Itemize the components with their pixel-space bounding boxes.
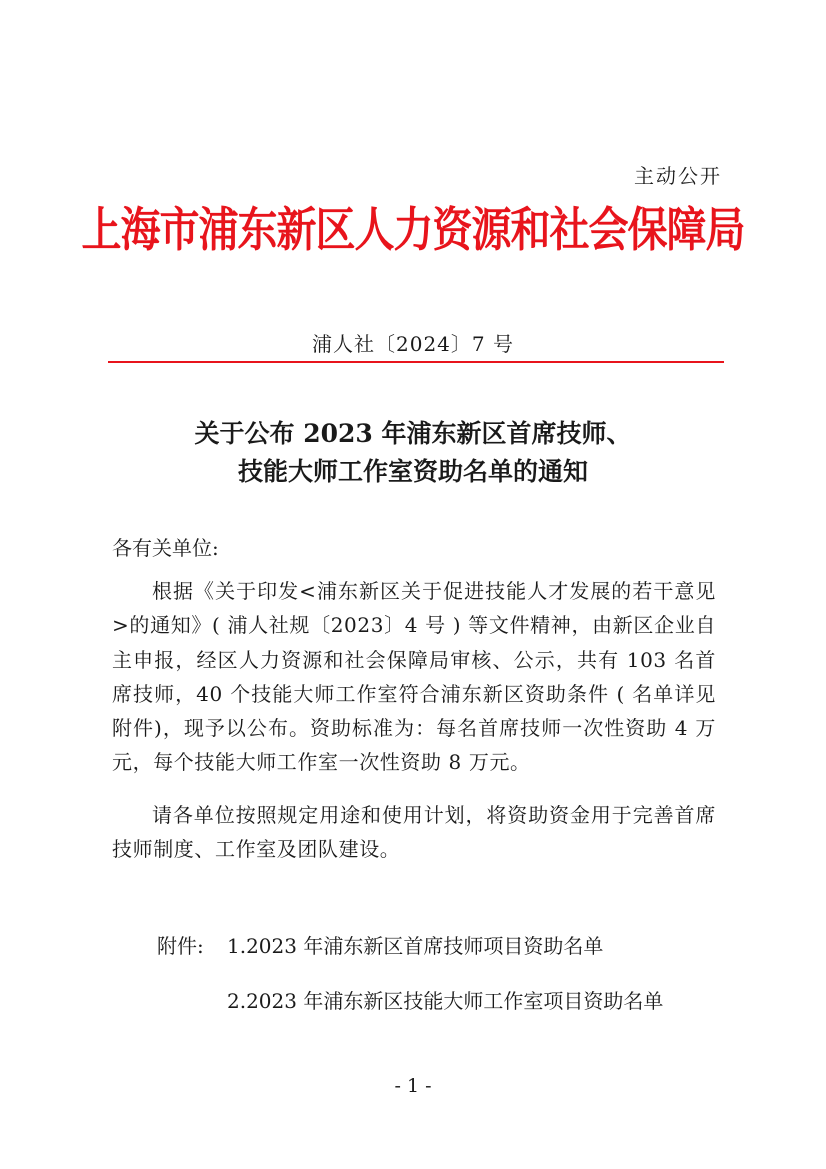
attachments-label: 附件: — [157, 934, 204, 958]
body-paragraph-1: 根据《关于印发<浦东新区关于促进技能人才发展的若干意见>的通知》( 浦人社规〔2023〕4 号 ) 等文件精神，由新区企业自主申报，经区人力资源和社会保障局审核、公示，共有 103 名首席技师，40 个技能大师工作室符合浦东新区资助条件 ( 名单详见附件)，现予以公布。资助标准为：每名首席技师一次性资助 4 万元，每个技能大师工作室一次性资助 8 万元。 — [112, 579, 716, 775]
red-divider — [108, 361, 724, 363]
page-number: - 1 - — [394, 1075, 432, 1097]
addressee: 各有关单位: — [112, 536, 219, 560]
issuing-authority-header: 上海市浦东新区人力资源和社会保障局 — [81, 203, 745, 258]
title-line-2: 技能大师工作室资助名单的通知 — [237, 457, 588, 486]
attachment-item-2: 2.2023 年浦东新区技能大师工作室项目资助名单 — [227, 989, 664, 1013]
title-line-1: 关于公布 2023 年浦东新区首席技师、 — [194, 419, 632, 448]
disclosure-label: 主动公开 — [634, 164, 722, 188]
body-paragraph-2: 请各单位按照规定用途和使用计划，将资助资金用于完善首席技师制度、工作室及团队建设。 — [112, 803, 716, 862]
notice-title — [0, 415, 826, 491]
attachment-item-1: 1.2023 年浦东新区首席技师项目资助名单 — [227, 934, 604, 958]
document-number: 浦人社〔2024〕7 号 — [312, 332, 514, 356]
